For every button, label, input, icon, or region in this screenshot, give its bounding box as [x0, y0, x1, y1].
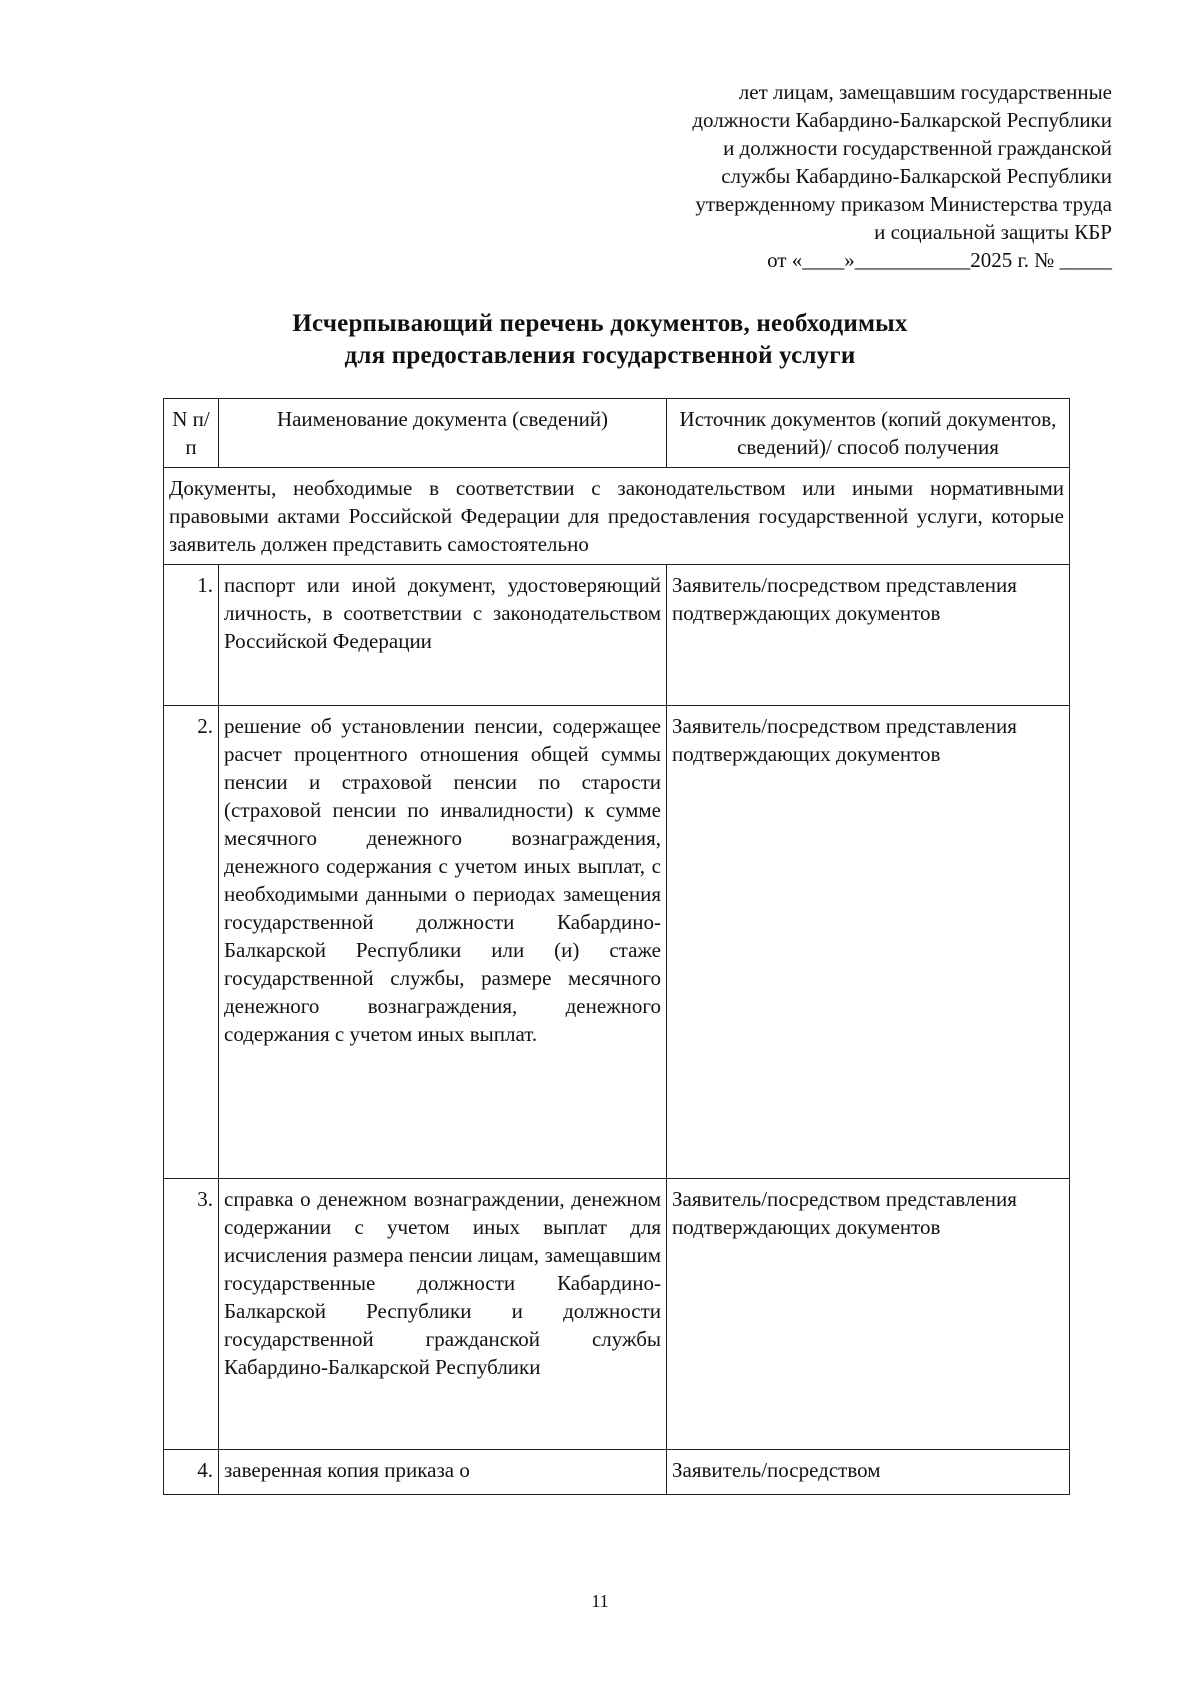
row-number: 3. — [164, 1179, 219, 1450]
header-line-4: службы Кабардино-Балкарской Республики — [721, 164, 1112, 188]
header-line-5: утвержденному приказом Министерства труда — [695, 192, 1112, 216]
header-number: N п/п — [164, 399, 219, 468]
row-number: 2. — [164, 706, 219, 1179]
row-document-name: справка о денежном вознаграждении, денежном содержании с учетом иных выплат для исчисления размера пенсии лицам, замещавшим государственные должности Кабардино-Балкарской Республики и должности государственной гражданской службы Кабардино-Балкарской Республики — [219, 1179, 667, 1450]
row-source: Заявитель/посредством представления подтверждающих документов — [667, 706, 1070, 1179]
header-name: Наименование документа (сведений) — [219, 399, 667, 468]
row-number: 4. — [164, 1450, 219, 1495]
row-source: Заявитель/посредством — [667, 1450, 1070, 1495]
section-title: Документы, необходимые в соответствии с законодательством или иными нормативными правовыми актами Российской Федерации для предоставления государственной услуги, которые заявитель должен представить самостоятельно — [164, 468, 1070, 565]
page-number: 11 — [591, 1591, 609, 1611]
header-line-3: и должности государственной гражданской — [723, 136, 1112, 160]
table-row — [164, 1450, 1070, 1495]
documents-table — [163, 398, 1070, 1495]
title-line-2: для предоставления государственной услуги — [344, 342, 856, 369]
header-line-7-date: от «____»___________2025 г. № _____ — [767, 248, 1112, 272]
table-row — [164, 706, 1070, 1179]
header-block — [552, 78, 1112, 274]
row-document-name: паспорт или иной документ, удостоверяющий личность, в соответствии с законодательством Российской Федерации — [219, 565, 667, 706]
row-document-name: заверенная копия приказа о — [219, 1450, 667, 1495]
row-source: Заявитель/посредством представления подтверждающих документов — [667, 1179, 1070, 1450]
table-row — [164, 1179, 1070, 1450]
title-line-1: Исчерпывающий перечень документов, необходимых — [292, 310, 908, 337]
row-document-name: решение об установлении пенсии, содержащее расчет процентного отношения общей суммы пенсии и страховой пенсии по старости (страховой пенсии по инвалидности) к сумме месячного денежного вознаграждения, денежного содержания с учетом иных выплат, с необходимыми данными о периодах замещения государственной должности Кабардино-Балкарской Республики или (и) стаже государственной службы, размере месячного денежного вознаграждения, денежного содержания с учетом иных выплат. — [219, 706, 667, 1179]
row-source: Заявитель/посредством представления подтверждающих документов — [667, 565, 1070, 706]
page-title — [0, 308, 1200, 372]
header-line-1: лет лицам, замещавшим государственные — [738, 80, 1112, 104]
section-row — [164, 468, 1070, 565]
header-source: Источник документов (копий документов, сведений)/ способ получения — [667, 399, 1070, 468]
row-number: 1. — [164, 565, 219, 706]
table-header-row — [164, 399, 1070, 468]
header-line-2: должности Кабардино-Балкарской Республики — [692, 108, 1112, 132]
header-line-6: и социальной защиты КБР — [874, 220, 1112, 244]
table-row — [164, 565, 1070, 706]
